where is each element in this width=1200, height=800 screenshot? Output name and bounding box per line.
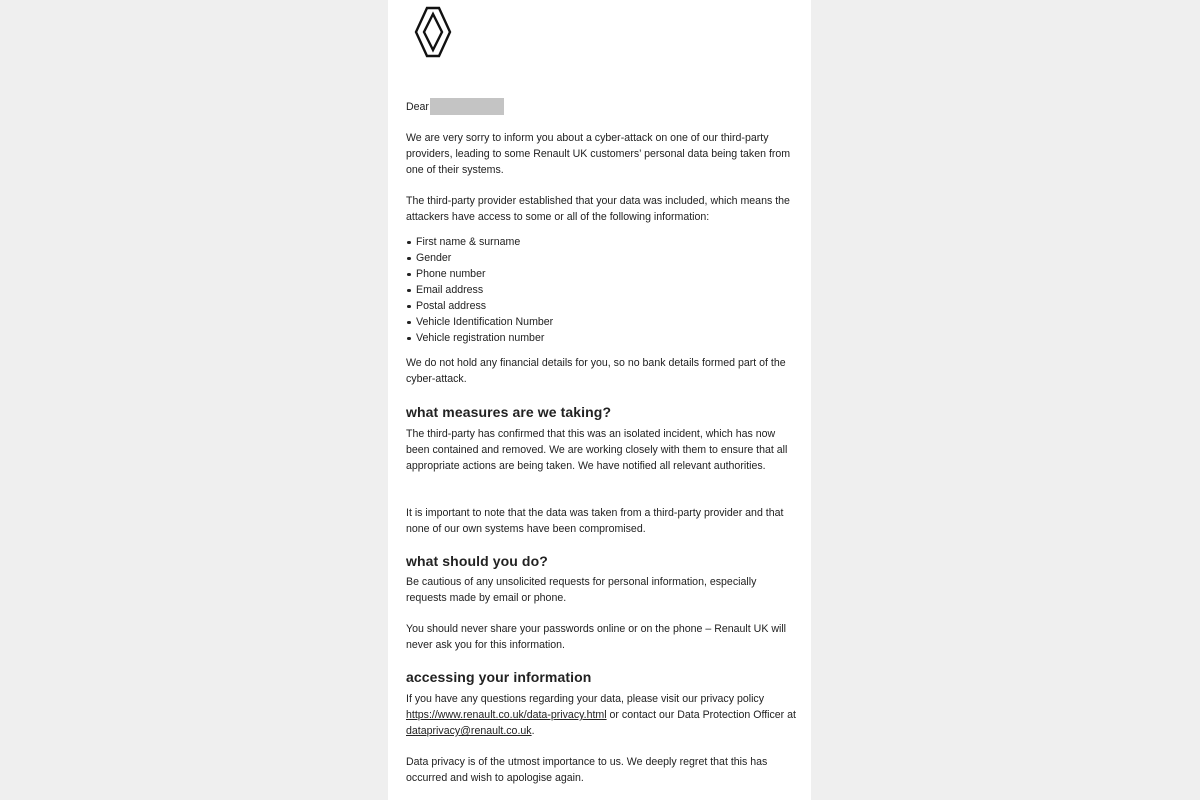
accessing-text-mid: or contact our Data Protection Officer at bbox=[609, 709, 796, 721]
list-item: Gender bbox=[406, 250, 553, 266]
accessing-text-start: If you have any questions regarding your data, please visit our privacy policy bbox=[406, 693, 765, 705]
should-do-paragraph-2: You should never share your passwords online or on the phone – Renault UK will never ask you for this information. bbox=[406, 623, 787, 651]
redacted-name bbox=[430, 98, 504, 115]
list-item: Email address bbox=[406, 282, 553, 298]
measures-paragraph-1: The third-party has confirmed that this was an isolated incident, which has now been contained and removed. We are working closely with them to ensure that all appropriate actions are being taken. We have notified all relevant authorities. bbox=[406, 428, 788, 472]
list-item: Phone number bbox=[406, 266, 553, 282]
should-do-heading: what should you do? bbox=[406, 553, 548, 569]
data-items-list bbox=[406, 234, 553, 346]
renault-diamond-logo-icon bbox=[414, 6, 452, 58]
accessing-text-end: . bbox=[531, 725, 535, 737]
privacy-policy-link[interactable]: https://www.renault.co.uk/data-privacy.html bbox=[406, 709, 607, 721]
intro-paragraph: We are very sorry to inform you about a cyber-attack on one of our third-party providers, leading to some Renault UK customers’ personal data being taken from one of their systems. bbox=[406, 132, 791, 176]
greeting-line bbox=[406, 98, 504, 115]
should-do-paragraph-1: Be cautious of any unsolicited requests for personal information, especially requests made by email or phone. bbox=[406, 576, 757, 604]
data-included-paragraph: The third-party provider established that your data was included, which means the attackers have access to some or all of the following information: bbox=[406, 195, 790, 223]
accessing-paragraph-1 bbox=[406, 691, 798, 739]
measures-paragraph-2: It is important to note that the data was taken from a third-party provider and that none of our own systems have been compromised. bbox=[406, 507, 784, 535]
list-item: First name & surname bbox=[406, 234, 553, 250]
data-privacy-email-link[interactable]: dataprivacy@renault.co.uk bbox=[406, 725, 532, 737]
email-body bbox=[388, 0, 811, 800]
list-item: Postal address bbox=[406, 298, 553, 314]
financial-paragraph: We do not hold any financial details for you, so no bank details formed part of the cyber-attack. bbox=[406, 357, 786, 385]
list-item: Vehicle Identification Number bbox=[406, 314, 553, 330]
greeting-text: Dear bbox=[406, 100, 429, 113]
measures-heading: what measures are we taking? bbox=[406, 404, 612, 420]
accessing-heading: accessing your information bbox=[406, 669, 592, 685]
list-item: Vehicle registration number bbox=[406, 330, 553, 346]
accessing-paragraph-2: Data privacy is of the utmost importance to us. We deeply regret that this has occurred and wish to apologise again. bbox=[406, 756, 768, 784]
